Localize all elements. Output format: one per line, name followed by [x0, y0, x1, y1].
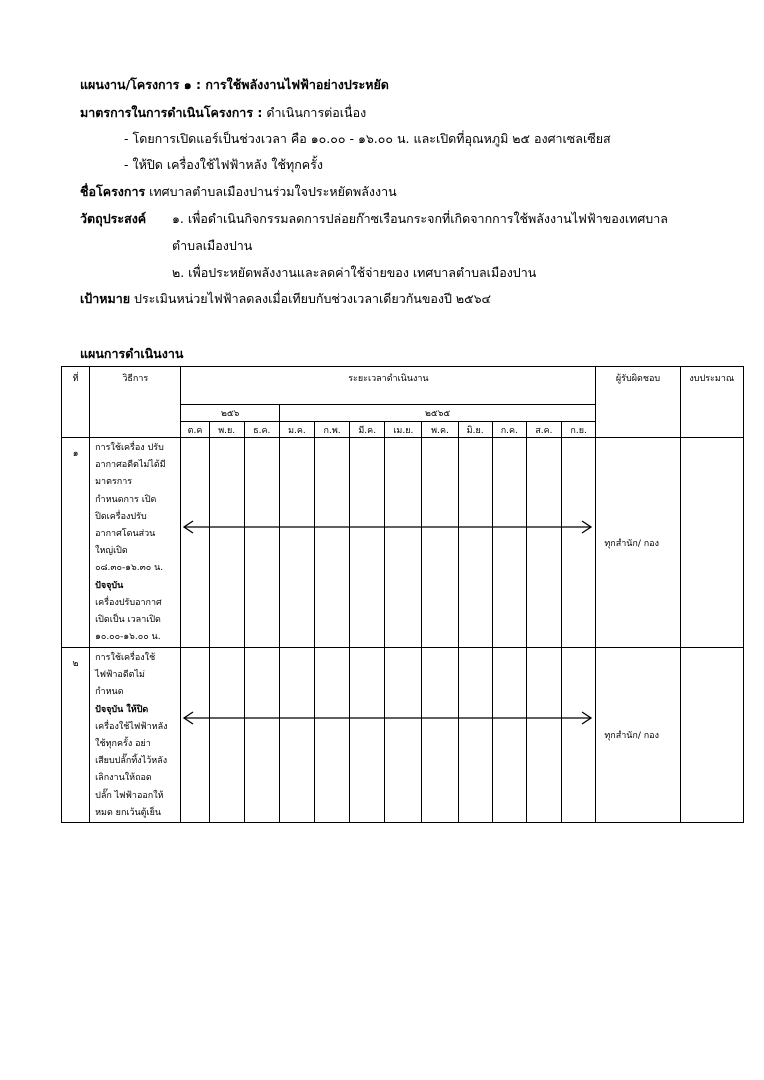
month-cell [279, 648, 314, 823]
month-cell [244, 648, 279, 823]
objective-2: ๒. เพื่อประหยัดพลังงานและลดค่าใช้จ่ายของ เทศบาลตำบลเมืองปาน [172, 265, 537, 280]
col-method-header: วิธีการ [90, 367, 181, 438]
objective-label: วัตถุประสงค์ [80, 211, 147, 226]
objective-1b: ตำบลเมืองปาน [172, 238, 253, 253]
method-line: เปิดเป็น เวลาเปิด [95, 615, 161, 626]
month-cell [209, 648, 244, 823]
month-cell [562, 438, 596, 648]
timeline-arrow-row-2 [180, 710, 596, 726]
year-header-1: ๒๕๖ [181, 405, 279, 422]
month-header: พ.ค. [422, 422, 458, 438]
measure-label: มาตรการในการดำเนินโครงการ : [80, 105, 263, 120]
method-line: ใหญ่เปิด [95, 546, 128, 557]
method-line: เลิกงานให้ถอด [95, 773, 152, 784]
method-line: ปลั๊ก ไฟฟ้าออกให้ [95, 790, 164, 801]
method-line: ไฟฟ้าอดีตไม่ [95, 670, 145, 681]
plan-table-title: แผนการดำเนินงาน [80, 346, 184, 361]
month-header: ส.ค. [526, 422, 561, 438]
col-responsible-header: ผู้รับผิดชอบ [596, 367, 680, 438]
method-line: เครื่องปรับอากาศ [95, 597, 162, 608]
measure-value: ดำเนินการต่อเนื่อง [262, 105, 367, 120]
target-value: ประเมินหน่วยไฟฟ้าลดลงเมื่อเทียบกับช่วงเวลาเดียวกันของปี ๒๕๖๔ [130, 291, 492, 306]
month-cell [244, 438, 279, 648]
measure-bullet-2: - ให้ปิด เครื่องใช้ไฟฟ้าหลัง ใช้ทุกครั้ง [124, 157, 323, 172]
month-cell [526, 648, 561, 823]
month-cell [492, 648, 526, 823]
project-label: ชื่อโครงการ [80, 184, 146, 199]
month-cell [458, 438, 492, 648]
method-line: กำหนดการ เปิด [95, 494, 157, 505]
month-header: ธ.ค. [244, 422, 279, 438]
month-cell [385, 438, 422, 648]
month-cell [279, 438, 314, 648]
month-cell [350, 648, 385, 823]
month-header: ม.ค. [279, 422, 314, 438]
month-cell [315, 438, 350, 648]
method-cell [90, 648, 181, 823]
month-header: ก.พ. [315, 422, 350, 438]
month-header: เม.ย. [385, 422, 422, 438]
method-line: อากาศอดีตไม่ได้มี [95, 460, 166, 471]
measure-line [80, 104, 366, 122]
method-line: การใช้เครื่องใช้ [95, 653, 156, 663]
plan-label: แผนงาน/โครงการ ๑ : การใช้พลังงานไฟฟ้าอย่างประหยัด [80, 77, 389, 92]
method-line: อากาศโดนส่วน [95, 529, 156, 540]
budget-cell [680, 648, 743, 823]
measure-bullet-1: - โดยการเปิดแอร์เป็นช่วงเวลา คือ ๑๐.๐๐ - ๑๖.๐๐ น. และเปิดที่อุณหภูมิ ๒๕ องศาเซลเซียส [124, 131, 611, 146]
budget-cell [680, 438, 743, 648]
method-cell [90, 438, 181, 648]
month-cell [458, 648, 492, 823]
month-header: มี.ค. [350, 422, 385, 438]
plan-table [61, 366, 744, 823]
month-cell [562, 648, 596, 823]
month-cell [492, 438, 526, 648]
month-cell [385, 648, 422, 823]
responsible-cell: ทุกสำนัก/ กอง [596, 648, 680, 823]
method-line: กำหนด [95, 687, 124, 698]
method-line: หมด ยกเว้นตู้เย็น [95, 807, 162, 818]
objective-1a: ๑. เพื่อดำเนินกิจกรรมลดการปล่อยก๊าซเรือนกระจกที่เกิดจากการใช้พลังงานไฟฟ้าของเทศบาล [172, 211, 668, 226]
month-cell [209, 438, 244, 648]
method-line: การใช้เครื่อง ปรับ [95, 443, 164, 453]
month-cell [181, 648, 209, 823]
month-header: ก.ค. [492, 422, 526, 438]
responsible-cell: ทุกสำนัก/ กอง [596, 438, 680, 648]
target-line [80, 290, 491, 308]
month-cell [181, 438, 209, 648]
month-header: พ.ย. [209, 422, 244, 438]
month-header: ก.ย. [562, 422, 596, 438]
method-line: ปัจจุบัน [95, 580, 124, 591]
method-line: ปัจจุบัน ให้ปิด [95, 704, 149, 715]
method-line: เสียบปลั๊กทิ้งไว้หลัง [95, 756, 168, 767]
month-header: มิ.ย. [458, 422, 492, 438]
month-cell [350, 438, 385, 648]
month-cell [526, 438, 561, 648]
method-line: มาตรการ [95, 477, 133, 488]
month-cell [315, 648, 350, 823]
target-label: เป้าหมาย [80, 291, 131, 306]
year-header-2: ๒๕๖๕ [279, 405, 595, 422]
col-period-header: ระยะเวลาดำเนินงาน [181, 367, 596, 405]
method-line: ๑๐.๐๐-๑๖.๐๐ น. [95, 632, 161, 643]
month-cell [422, 438, 458, 648]
table-row [62, 438, 744, 648]
method-line: ๐๘.๓๐-๑๖.๓๐ น. [95, 563, 164, 574]
month-header: ต.ค [181, 422, 209, 438]
method-line: ใช้ทุกครั้ง อย่า [95, 739, 151, 750]
project-line [80, 183, 397, 201]
col-no-header: ที่ [62, 367, 90, 438]
method-line: ปิดเครื่องปรับ [95, 511, 147, 522]
method-line: เครื่องใช้ไฟฟ้าหลัง [95, 721, 168, 732]
col-budget-header: งบประมาณ [680, 367, 743, 438]
project-value: เทศบาลตำบลเมืองปานร่วมใจประหยัดพลังงาน [145, 184, 397, 199]
row-number: ๒ [62, 648, 90, 823]
row-number: ๑ [62, 438, 90, 648]
table-row [62, 648, 744, 823]
timeline-arrow-row-1 [180, 519, 596, 535]
month-cell [422, 648, 458, 823]
